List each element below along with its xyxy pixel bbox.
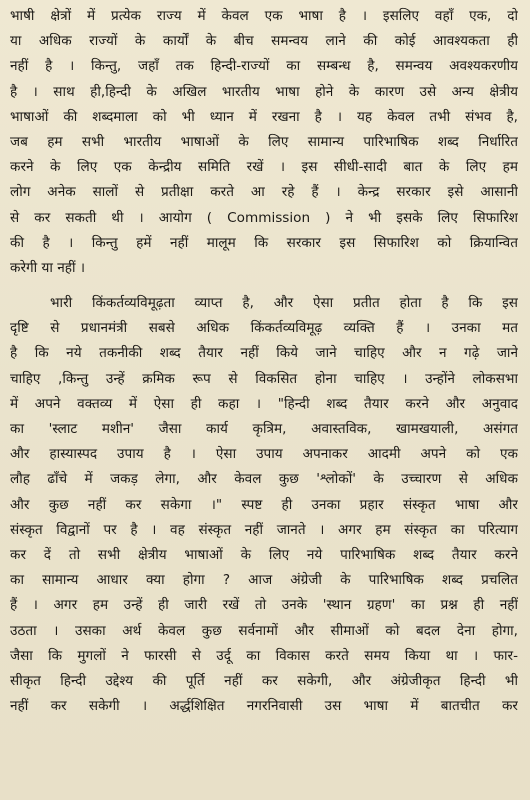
paragraph-1 xyxy=(10,4,518,281)
text-line: का 'स्लाट मशीन' जैसा कार्य कृत्रिम, अवास्तविक, खामखयाली, असंगत xyxy=(10,421,518,437)
text-line: में अपने वक्तव्य में ऐसा ही कहा । "हिन्दी शब्द तैयार करने और अनुवाद xyxy=(10,395,518,412)
page-text xyxy=(10,4,518,719)
text-line: भाषाओं की शब्दमाला को भी ध्यान में रखना है । यह केवल तभी संभव है, xyxy=(10,108,518,125)
text-line: और हास्यास्पद उपाय है । ऐसा उपाय अपनाकर आदमी अपने को एक xyxy=(10,446,518,463)
text-line: और कुछ नहीं कर सकेगा ।" स्पष्ट ही उनका प्रहार संस्कृत भाषा और xyxy=(10,496,518,513)
text-line: संस्कृत विद्वानों पर है । वह संस्कृत नहीं जानते । अगर हम संस्कृत का परित्याग xyxy=(10,521,518,538)
text-line: कर दें तो सभी क्षेत्रीय भाषाओं के लिए नये पारिभाषिक शब्द तैयार करने xyxy=(10,546,518,563)
text-line: भाषी क्षेत्रों में प्रत्येक राज्य में केवल एक भाषा है । इसलिए वहाँ एक, दो xyxy=(10,8,518,24)
text-line: सीकृत हिन्दी उद्देश्य की पूर्ति नहीं कर सकेगी, और अंग्रेजीकृत हिन्दी भी xyxy=(10,672,518,689)
text-line: है कि नये तकनीकी शब्द तैयार नहीं किये जाने चाहिए और न गढ़े जाने xyxy=(10,345,518,362)
text-line: चाहिए ,किन्तु उन्हें क्रमिक रूप से विकसित होना चाहिए । उन्होंने लोकसभा xyxy=(10,370,518,387)
text-line: करेगी या नहीं । xyxy=(10,259,85,276)
text-line: करने के लिए एक केन्द्रीय समिति रखें । इस सीधी-सादी बात के लिए हम xyxy=(10,159,518,176)
text-line: जैसा कि मुगलों ने फारसी से उर्दू का विकास करते समय किया था । फार- xyxy=(10,647,518,664)
paragraph-2 xyxy=(10,291,518,719)
text-line: नहीं है । किन्तु, जहाँ तक हिन्दी-राज्यों का सम्बन्ध है, समन्वय अवश्यकरणीय xyxy=(10,58,518,75)
text-line: है । साथ ही,हिन्दी के अखिल भारतीय भाषा होने के कारण उसे अन्य क्षेत्रीय xyxy=(10,83,518,100)
text-line: या अधिक राज्यों के कार्यों के बीच समन्वय लाने की कोई आवश्यकता ही xyxy=(10,33,518,50)
text-line: की है । किन्तु हमें नहीं मालूम कि सरकार इस सिफारिश को क्रियान्वित xyxy=(10,234,518,251)
text-line: उठता । उसका अर्थ केवल कुछ सर्वनामों और सीमाओं को बदल देना होगा, xyxy=(10,622,518,639)
text-line: से कर सकती थी । आयोग ( Commission ) ने भी इसके लिए सिफारिश xyxy=(10,209,518,226)
text-line: का सामान्य आधार क्या होगा ? आज अंग्रेजी के पारिभाषिक शब्द प्रचलित xyxy=(10,572,518,589)
text-line: लौह ढाँचे में जकड़ लेगा, और केवल कुछ 'श्लोकों' के उच्चारण से अधिक xyxy=(10,471,518,488)
text-line: हैं । अगर हम उन्हें ही जारी रखें तो उनके 'स्थान ग्रहण' का प्रश्न ही नहीं xyxy=(10,597,518,614)
text-line: जब हम सभी भारतीय भाषाओं के लिए सामान्य पारिभाषिक शब्द निर्धारित xyxy=(10,133,518,150)
text-line: लोग अनेक सालों से प्रतीक्षा करते आ रहे हैं । केन्द्र सरकार इसे आसानी xyxy=(10,184,518,201)
text-line: दृष्टि से प्रधानमंत्री सबसे अधिक किंकर्तव्यविमूढ़ व्यक्ति हैं । उनका मत xyxy=(10,320,518,337)
text-line: भारी किंकर्तव्यविमूढ़ता व्याप्त है, और ऐसा प्रतीत होता है कि इस xyxy=(50,295,518,312)
paragraph-gap xyxy=(10,281,518,291)
text-line: नहीं कर सकेगी । अर्द्धशिक्षित नगरनिवासी उस भाषा में बातचीत कर xyxy=(10,698,518,715)
